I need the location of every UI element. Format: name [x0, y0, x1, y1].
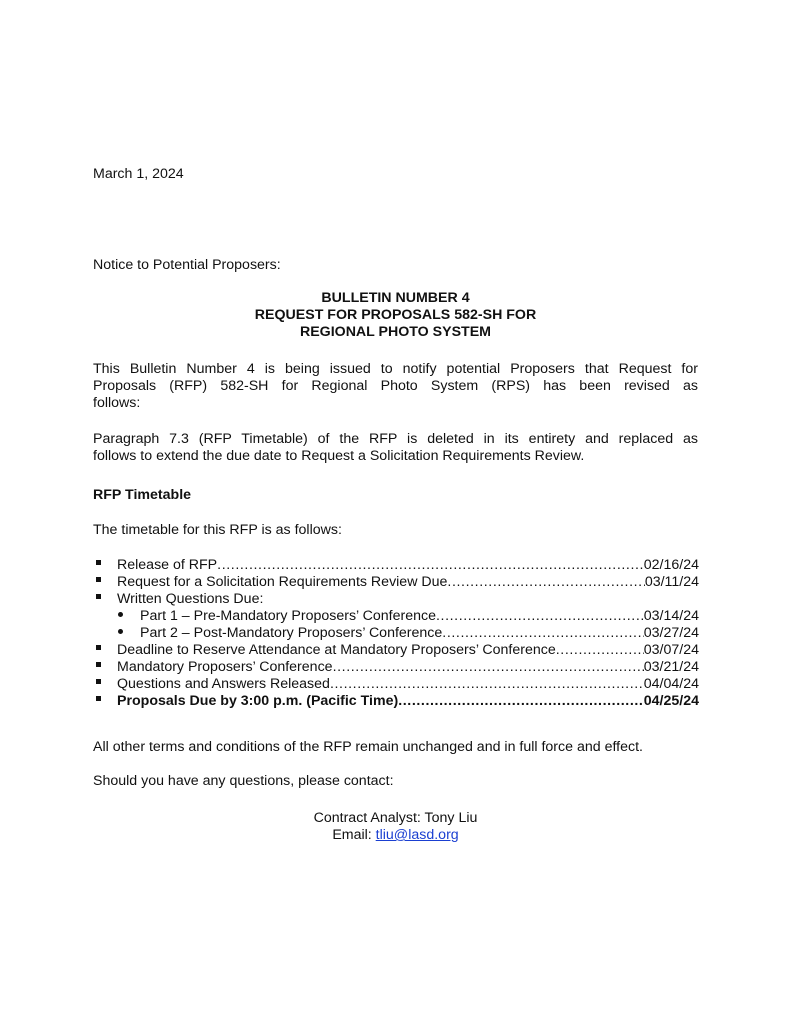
document-date: March 1, 2024: [93, 166, 184, 182]
timetable-item-date: 04/25/24: [643, 693, 699, 709]
timetable-item-date: 03/07/24: [643, 642, 699, 658]
dot-leader: [447, 574, 644, 591]
timetable-subitem: [93, 608, 699, 625]
timetable-item-date: 03/27/24: [643, 625, 699, 641]
timetable-intro: The timetable for this RFP is as follows:: [93, 522, 342, 538]
timetable-item-label: Release of RFP: [117, 557, 218, 573]
timetable-item: [93, 642, 699, 659]
timetable-item-label: Request for a Solicitation Requirements Review Due: [117, 574, 448, 590]
dot-leader: [442, 625, 643, 642]
paragraph-line: follows to extend the due date to Request a Solicitation Requirements Review.: [93, 448, 585, 464]
title-line-2: REQUEST FOR PROPOSALS 582-SH FOR: [254, 307, 537, 323]
dot-leader: [217, 557, 644, 574]
email-link[interactable]: tliu@lasd.org: [375, 827, 459, 843]
closing-statement: All other terms and conditions of the RFP remain unchanged and in full force and effect.: [93, 739, 643, 755]
timetable-item-label: Part 2 – Post-Mandatory Proposers’ Conference: [140, 625, 443, 641]
timetable-subitem: [93, 625, 699, 642]
intro-paragraph: [93, 361, 698, 412]
timetable-item: [93, 557, 699, 574]
paragraph-line: follows:: [93, 395, 141, 411]
timetable-heading: RFP Timetable: [93, 487, 192, 503]
dot-leader: [398, 693, 644, 710]
email-label: Email:: [332, 827, 376, 843]
contact-analyst: Contract Analyst: Tony Liu: [313, 810, 478, 826]
revision-paragraph: [93, 431, 698, 465]
timetable-item: [93, 574, 699, 591]
timetable-item-label: Part 1 – Pre-Mandatory Proposers’ Conference: [140, 608, 436, 624]
dot-leader: [556, 642, 644, 659]
timetable-list: [93, 557, 699, 710]
timetable-item-date: 04/04/24: [643, 676, 699, 692]
dot-leader: [330, 676, 644, 693]
timetable-item: [93, 676, 699, 693]
timetable-item-label: Deadline to Reserve Attendance at Mandatory Proposers’ Conference: [117, 642, 556, 658]
timetable-item: [93, 659, 699, 676]
contact-email-line: [93, 827, 698, 844]
timetable-item-date: 03/14/24: [643, 608, 699, 624]
timetable-item-date: 03/21/24: [643, 659, 699, 675]
timetable-item-date: 03/11/24: [644, 574, 699, 590]
paragraph-line: Proposals (RFP) 582-SH for Regional Photo System (RPS) has been revised as: [93, 378, 698, 394]
contact-block: [93, 810, 698, 844]
dot-leader: [333, 659, 644, 676]
timetable-item: [93, 591, 699, 608]
paragraph-line: This Bulletin Number 4 is being issued to notify potential Proposers that Request for: [93, 361, 698, 377]
timetable-item-label: Questions and Answers Released: [117, 676, 330, 692]
timetable-item-date: 02/16/24: [643, 557, 699, 573]
title-line-3: REGIONAL PHOTO SYSTEM: [299, 324, 492, 340]
salutation: Notice to Potential Proposers:: [93, 257, 281, 273]
contact-prompt: Should you have any questions, please contact:: [93, 773, 394, 789]
timetable-item-label: Proposals Due by 3:00 p.m. (Pacific Time): [117, 693, 399, 709]
title-line-1: BULLETIN NUMBER 4: [321, 290, 470, 306]
bulletin-title: [93, 290, 698, 341]
timetable-item-proposals-due: [93, 693, 699, 710]
timetable-item-label: Written Questions Due:: [117, 591, 264, 607]
paragraph-line: Paragraph 7.3 (RFP Timetable) of the RFP is deleted in its entirety and replaced as: [93, 431, 698, 447]
dot-leader: [436, 608, 644, 625]
timetable-item-label: Mandatory Proposers’ Conference: [117, 659, 333, 675]
